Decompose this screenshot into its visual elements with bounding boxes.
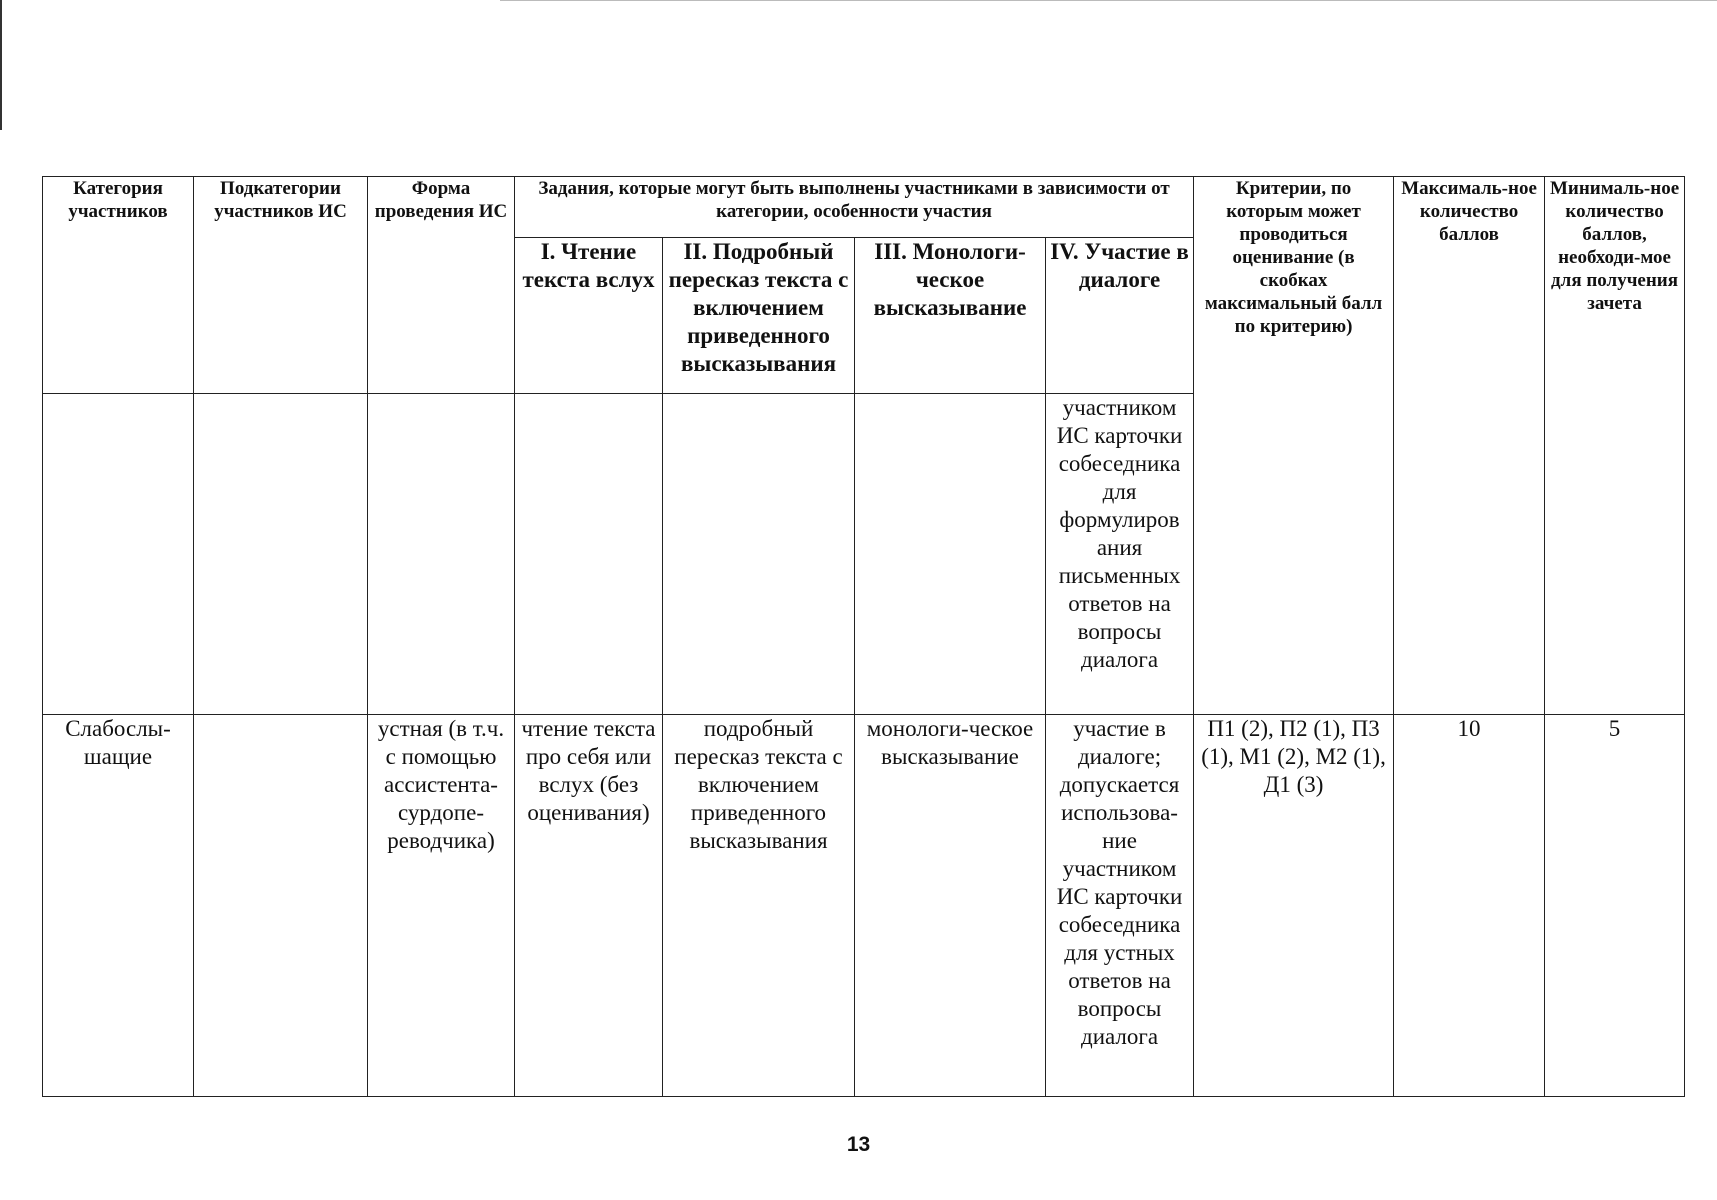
header-min-score: Минималь-ное количество баллов, необходи-мое для получения зачета <box>1545 177 1685 715</box>
cell-task-iv: участие в диалоге; допускается использова-ние участником ИС карточки собеседника для устных ответов на вопросы диалога <box>1046 715 1194 1097</box>
header-row-1 <box>43 177 1685 238</box>
header-category: Категория участников <box>43 177 194 394</box>
page-number: 13 <box>846 1133 871 1156</box>
scan-edge-top <box>500 0 1717 1</box>
cell-task-i: чтение текста про себя или вслух (без оценивания) <box>515 715 663 1097</box>
cell-category: Слабослы-шащие <box>43 715 194 1097</box>
header-task-ii: II. Подробный пересказ текста с включением приведенного высказывания <box>663 238 855 394</box>
cont-task-iv: участником ИС карточки собеседника для формулиров ания письменных ответов на вопросы диалога <box>1046 394 1194 715</box>
row-hard-of-hearing <box>43 715 1685 1097</box>
header-max-score: Максималь-ное количество баллов <box>1394 177 1545 715</box>
cell-max-score: 10 <box>1394 715 1545 1097</box>
cell-criteria: П1 (2), П2 (1), П3 (1), М1 (2), М2 (1), Д1 (3) <box>1194 715 1394 1097</box>
cont-task-ii <box>663 394 855 715</box>
cont-form <box>368 394 515 715</box>
cont-subcategory <box>194 394 368 715</box>
scan-edge-left <box>0 0 2 130</box>
header-criteria: Критерии, по которым может проводиться оценивание (в скобках максимальный балл по критерию) <box>1194 177 1394 715</box>
cell-subcategory <box>194 715 368 1097</box>
cont-category <box>43 394 194 715</box>
cell-min-score: 5 <box>1545 715 1685 1097</box>
header-task-iv: IV. Участие в диалоге <box>1046 238 1194 394</box>
header-form: Форма проведения ИС <box>368 177 515 394</box>
cont-task-iii <box>855 394 1046 715</box>
header-tasks-group: Задания, которые могут быть выполнены участниками в зависимости от категории, особенности участия <box>515 177 1194 238</box>
cell-task-ii: подробный пересказ текста с включением приведенного высказывания <box>663 715 855 1097</box>
cell-form: устная (в т.ч. с помощью ассистента-сурдопе-реводчика) <box>368 715 515 1097</box>
header-task-i: I. Чтение текста вслух <box>515 238 663 394</box>
header-subcategory: Подкатегории участников ИС <box>194 177 368 394</box>
cell-task-iii: монологи-ческое высказывание <box>855 715 1046 1097</box>
criteria-table <box>42 176 1685 1097</box>
header-task-iii: III. Монологи-ческое высказывание <box>855 238 1046 394</box>
cont-task-i <box>515 394 663 715</box>
